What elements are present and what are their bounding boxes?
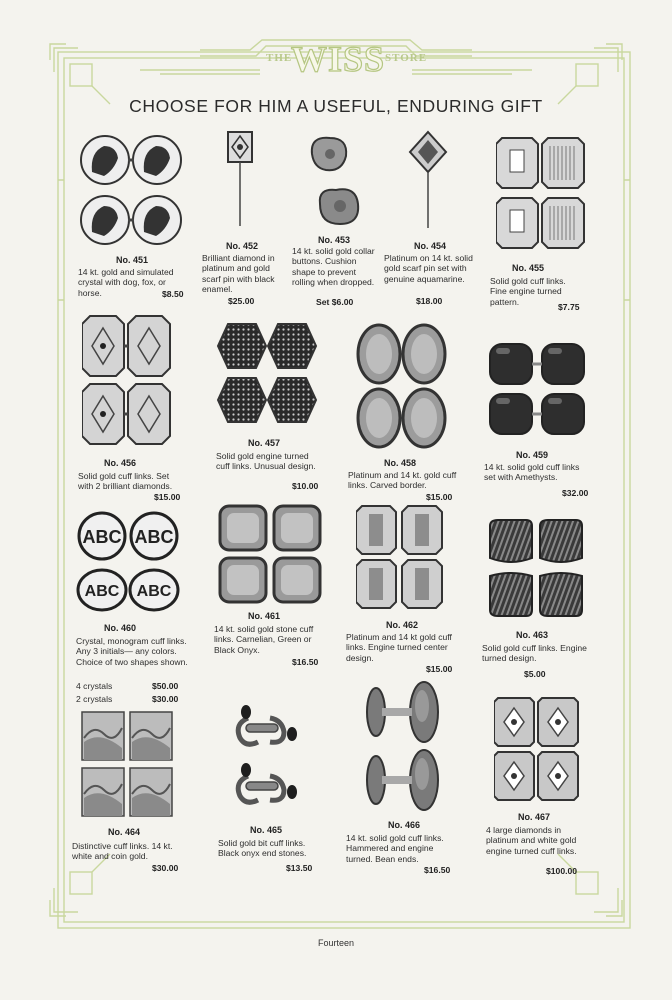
item-451-description: 14 kt. gold and simulated crystal with dog, fox, or horse.	[78, 267, 174, 298]
item-458-number: No. 458	[384, 458, 417, 468]
item-461-image	[218, 504, 322, 604]
item-452-price: $25.00	[228, 296, 255, 306]
item-461-description: 14 kt. solid gold stone cuff links. Carnelian, Green or Black Onyx.	[214, 624, 314, 655]
item-454-image	[406, 130, 450, 230]
monogram-4: ABC	[136, 583, 172, 600]
item-460-option-1-price: $50.00	[152, 681, 179, 691]
item-452-description: Brilliant diamond in platinum and gold scarf pin with black enamel.	[202, 253, 275, 295]
item-458-description: Platinum and 14 kt. gold cuff links. Carved border.	[348, 470, 457, 491]
item-458-price: $15.00	[426, 492, 453, 502]
item-454-price: $18.00	[416, 296, 443, 306]
item-467-description: 4 large diamonds in platinum and white gold engine turned cuff links.	[486, 825, 577, 856]
item-454-number: No. 454	[414, 241, 447, 251]
item-451-number: No. 451	[116, 255, 149, 265]
item-466-price: $16.50	[424, 865, 451, 875]
item-465-price: $13.50	[286, 863, 313, 873]
item-466-image	[362, 680, 444, 812]
item-463-number: No. 463	[516, 630, 549, 640]
item-462-image	[356, 504, 444, 612]
item-464-price: $30.00	[152, 863, 179, 873]
item-465-number: No. 465	[250, 825, 283, 835]
item-457-price: $10.00	[292, 481, 319, 491]
item-461-number: No. 461	[248, 611, 281, 621]
item-451-price: $8.50	[162, 289, 184, 299]
item-465-description: Solid gold bit cuff links. Black onyx end stones.	[218, 838, 307, 859]
item-466-description: 14 kt. solid gold cuff links. Hammered and engine turned. Bean ends.	[346, 833, 444, 864]
item-459-price: $32.00	[562, 488, 589, 498]
page-headline: CHOOSE FOR HIM A USEFUL, ENDURING GIFT	[129, 96, 543, 116]
item-460-option-1-label: 4 crystals	[76, 681, 113, 691]
item-464-description: Distinctive cuff links. 14 kt. white and coin gold.	[72, 841, 173, 862]
monogram-2: ABC	[134, 527, 174, 547]
item-460-description: Crystal, monogram cuff links. Any 3 initials— any colors. Choice of two shapes shown.	[76, 636, 188, 667]
item-455-number: No. 455	[512, 263, 545, 273]
item-456-price: $15.00	[154, 492, 181, 502]
item-461-price: $16.50	[292, 657, 319, 667]
item-467-image	[494, 696, 580, 802]
item-457-image	[216, 322, 320, 426]
item-452-image	[222, 130, 258, 228]
monogram-1: ABC	[82, 527, 122, 547]
item-458-image	[356, 322, 450, 452]
item-456-number: No. 456	[104, 458, 137, 468]
monogram-3: ABC	[84, 583, 120, 600]
item-460-option-2-label: 2 crystals	[76, 694, 113, 704]
item-455-image	[496, 136, 588, 252]
item-462-number: No. 462	[386, 620, 419, 630]
item-456-description: Solid gold cuff links. Set with 2 brilliant diamonds.	[78, 471, 173, 492]
item-459-image	[488, 342, 586, 438]
brand-the: THE	[266, 52, 293, 64]
item-462-price: $15.00	[426, 664, 453, 674]
item-463-price: $5.00	[524, 669, 546, 679]
item-456-image	[82, 314, 174, 448]
item-451-image	[78, 132, 188, 248]
item-453-price: Set $6.00	[316, 297, 354, 307]
item-463-image	[488, 518, 584, 620]
item-453-image	[306, 134, 368, 232]
item-454-description: Platinum on 14 kt. solid gold scarf pin set with genuine aquamarine.	[384, 253, 473, 284]
item-459-number: No. 459	[516, 450, 549, 460]
item-455-description: Solid gold cuff links. Fine engine turned pattern.	[490, 276, 566, 307]
item-460-option-2-price: $30.00	[152, 694, 179, 704]
item-459-description: 14 kt. solid gold cuff links set with Amethysts.	[484, 462, 580, 483]
item-466-number: No. 466	[388, 820, 421, 830]
brand-store: STORE	[385, 52, 428, 64]
page-number-footer: Fourteen	[317, 938, 355, 948]
item-457-number: No. 457	[248, 438, 281, 448]
item-452-number: No. 452	[226, 241, 259, 251]
item-463-description: Solid gold cuff links. Engine turned design.	[482, 643, 587, 664]
item-460-number: No. 460	[104, 623, 137, 633]
item-453-number: No. 453	[318, 235, 351, 245]
item-465-image	[230, 700, 306, 816]
item-464-number: No. 464	[108, 827, 141, 837]
item-467-price: $100.00	[546, 866, 578, 876]
item-455-price: $7.75	[558, 302, 580, 312]
item-453-description: 14 kt. solid gold collar buttons. Cushion shape to prevent rolling when dropped.	[292, 246, 375, 288]
brand-logo: WISS	[290, 39, 386, 79]
item-457-description: Solid gold engine turned cuff links. Unusual design.	[216, 451, 316, 472]
item-460-image	[76, 510, 182, 616]
item-467-number: No. 467	[518, 812, 551, 822]
item-462-description: Platinum and 14 kt gold cuff links. Engine turned center design.	[346, 632, 452, 663]
item-464-image	[80, 710, 174, 818]
